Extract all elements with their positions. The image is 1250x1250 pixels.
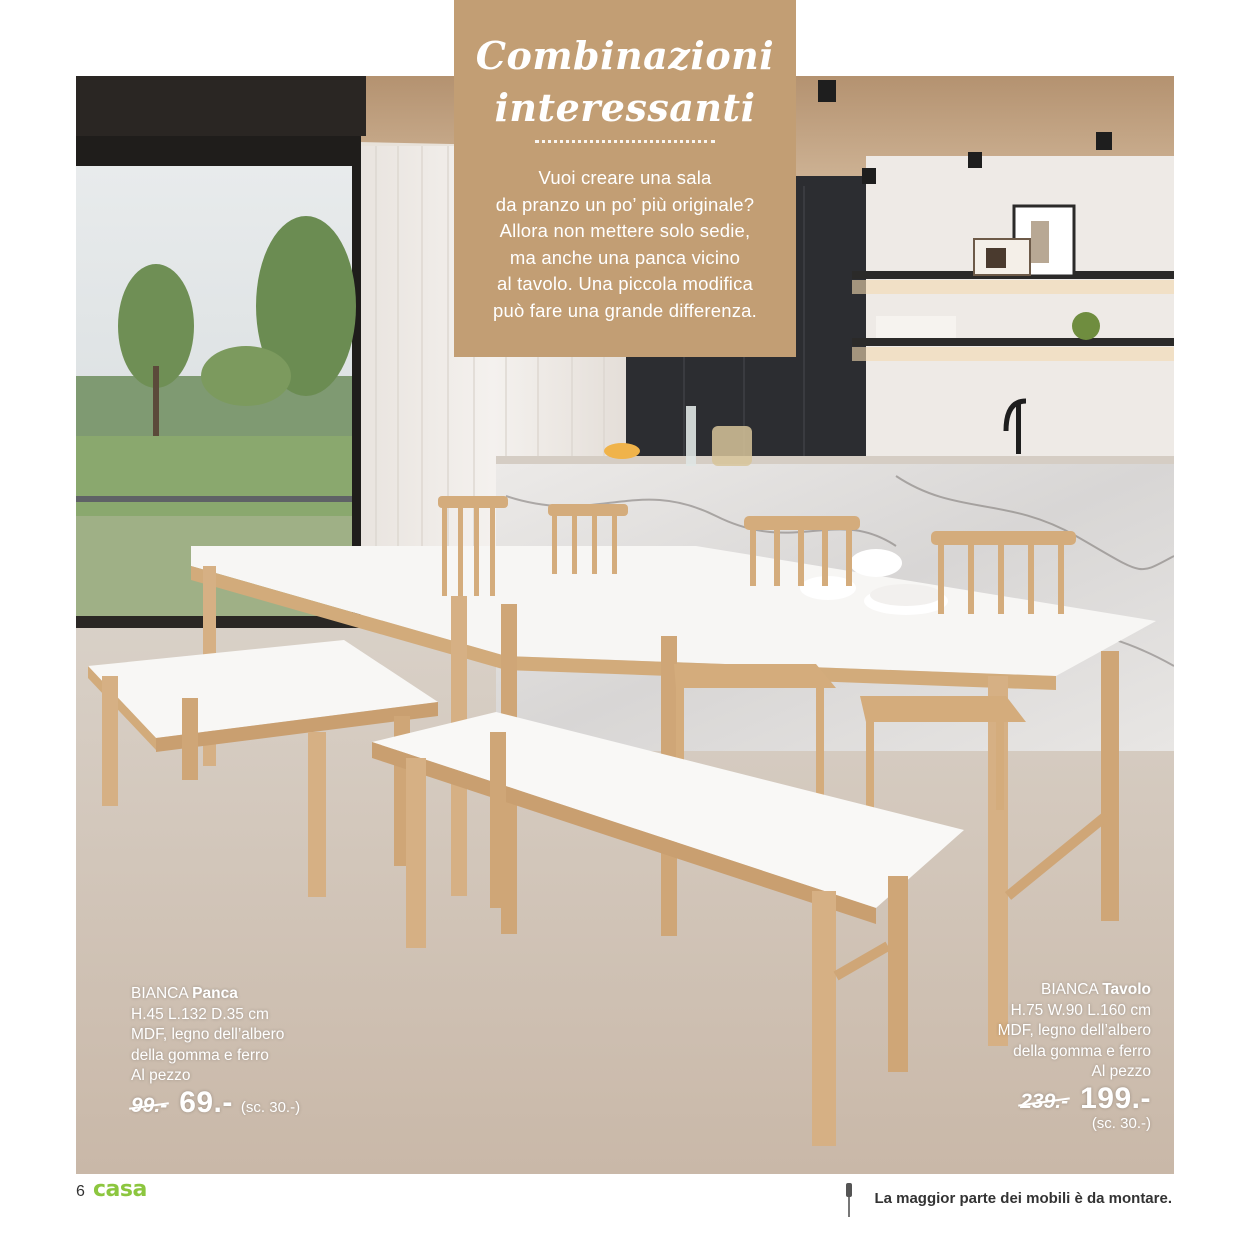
- table-new-price: 199.-: [1080, 1081, 1151, 1115]
- bench-price-row: [131, 1085, 301, 1119]
- table-price-row: [998, 1081, 1151, 1115]
- bench-material-line1: MDF, legno dell’albero: [131, 1026, 285, 1043]
- promo-text-line: da pranzo un po’ più originale?: [495, 193, 755, 215]
- table-old-price: 239.-: [1020, 1089, 1069, 1113]
- page-number: 6: [76, 1183, 85, 1200]
- bench-dimensions: H.45 L.132 D.35 cm: [131, 1005, 269, 1023]
- table-material-line1: MDF, legno dell’albero: [997, 1022, 1151, 1039]
- promo-text-line: Vuoi creare una sala: [538, 167, 712, 188]
- screwdriver-icon: [844, 1183, 854, 1217]
- promo-text-line: ma anche una panca vicino: [509, 246, 741, 268]
- bench-name: Panca: [192, 985, 238, 1002]
- promo-title-line1: Combinazioni: [475, 33, 775, 78]
- promo-text-line: Allora non mettere solo sedie,: [499, 220, 751, 241]
- table-material-line2: della gomma e ferro: [1013, 1042, 1151, 1060]
- promo-box: [454, 0, 796, 357]
- bench-material-line2: della gomma e ferro: [131, 1046, 269, 1064]
- bench-discount: (sc. 30.-): [240, 1098, 301, 1116]
- table-name: Tavolo: [1102, 981, 1151, 998]
- assembly-note: La maggior parte dei mobili è da montare.: [874, 1190, 1172, 1207]
- bench-new-price: 69.-: [179, 1085, 233, 1119]
- promo-title: [454, 30, 796, 134]
- promo-text: [454, 165, 796, 324]
- bench-old-price: 99.-: [131, 1093, 168, 1117]
- table-dimensions: H.75 W.90 L.160 cm: [1010, 1001, 1151, 1019]
- table-discount: (sc. 30.-): [1091, 1115, 1151, 1132]
- promo-text-line: può fare una grande differenza.: [492, 299, 758, 321]
- promo-divider: [535, 140, 715, 143]
- table-label: [998, 980, 1151, 1135]
- bench-title: [131, 984, 300, 1005]
- table-brand: BIANCA: [1041, 981, 1098, 998]
- table-unit: Al pezzo: [1091, 1063, 1151, 1080]
- table-title: [998, 980, 1151, 1001]
- bench-label: [131, 984, 300, 1118]
- promo-title-line2: interessanti: [494, 85, 756, 130]
- casa-logo: casa: [93, 1177, 147, 1202]
- promo-text-line: al tavolo. Una piccola modifica: [496, 273, 754, 294]
- bench-unit: Al pezzo: [131, 1067, 191, 1084]
- bench-brand: BIANCA: [131, 985, 188, 1002]
